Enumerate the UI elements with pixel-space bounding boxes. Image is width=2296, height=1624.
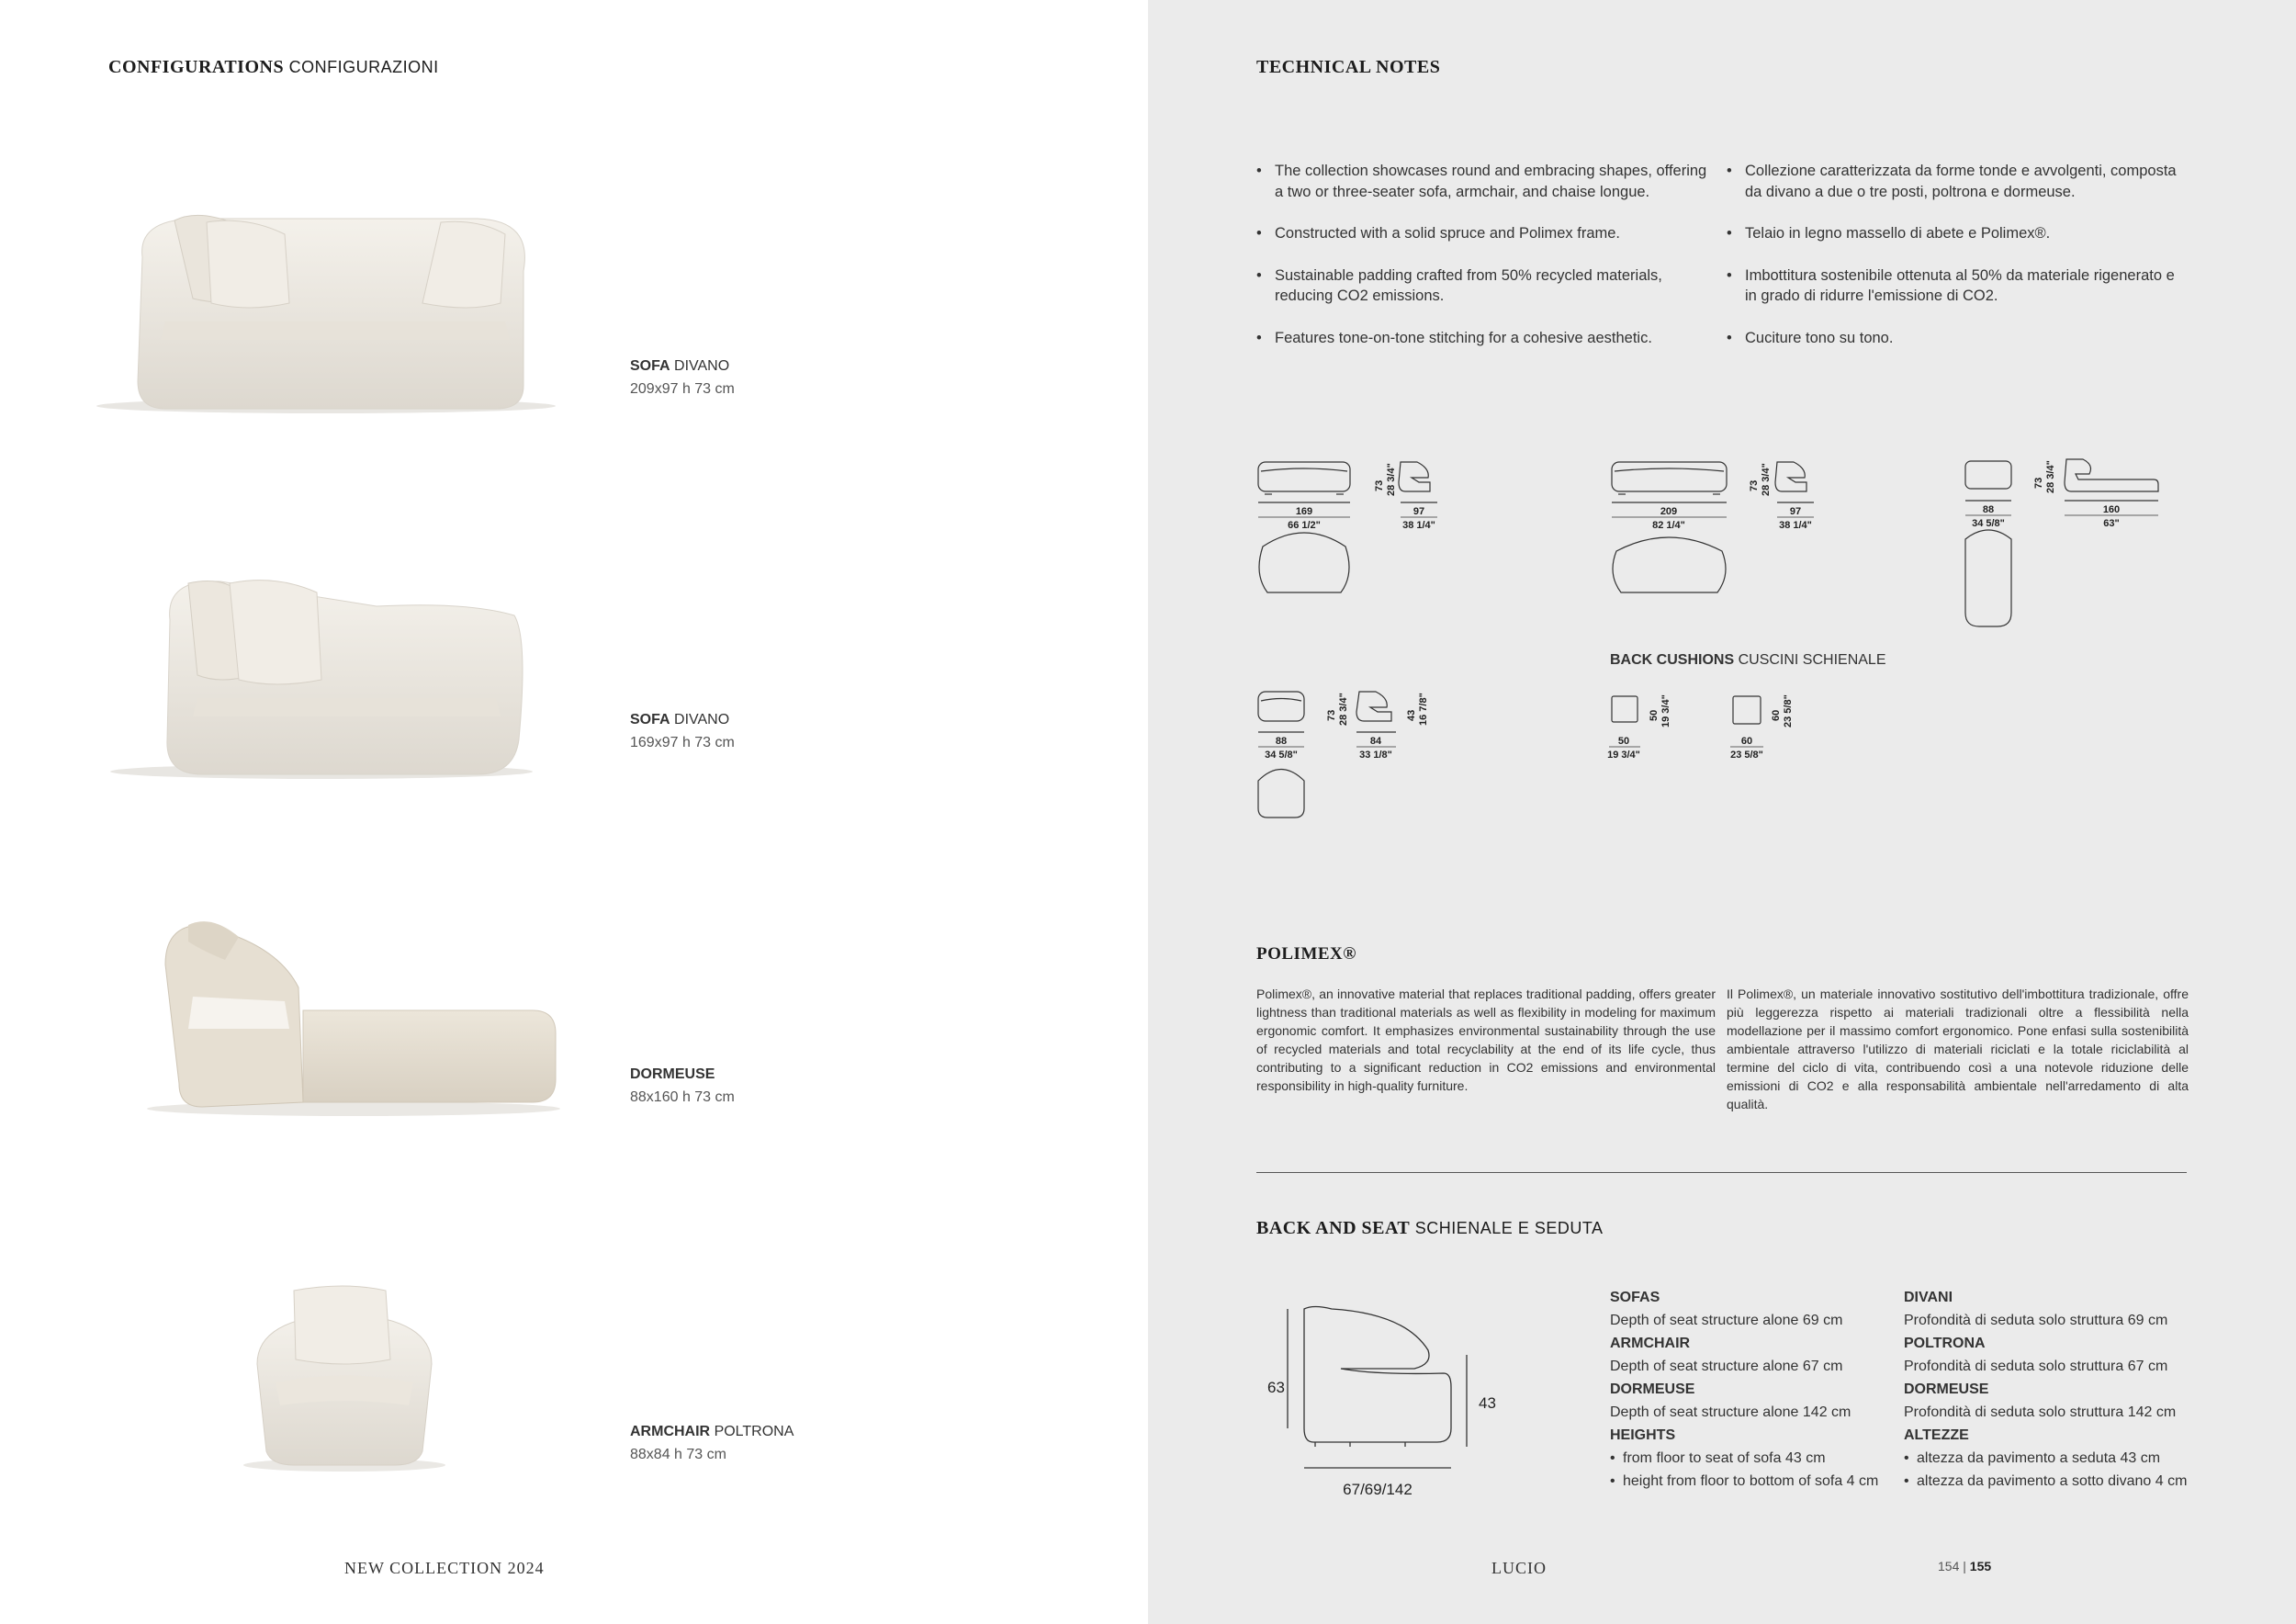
page-numbers: 154 | 155 [1938, 1559, 1992, 1573]
product-name-it: DIVANO [674, 358, 730, 374]
note-item: • The collection showcases round and embracing shapes, offering a two or three-seater sofa, armchair, and chaise longue. [1256, 161, 1716, 202]
sofa-209-image [92, 202, 569, 423]
spec-heading: DIVANI [1904, 1290, 1953, 1305]
note-item: • Telaio in legno massello di abete e Polimex®. [1727, 223, 2190, 244]
spec-heading: ALTEZZE [1904, 1427, 1969, 1443]
diagram-sofa-169 [1254, 455, 1474, 606]
note-item: • Collezione caratterizzata da forme tonde e avvolgenti, composta da divano a due o tre posti, poltrona e dormeuse. [1727, 161, 2190, 202]
diagram-armchair [1254, 684, 1474, 827]
polimex-text-it: Il Polimex®, un materiale innovativo sostitutivo dell'imbottitura tradizionale, offre più leggerezza rispetto ai materiali tradizionali oltre a flessibilità nella modellazione per il massimo comfort ergonomico. Pone enfasi sulla sostenibilità ambientale attraverso l'utilizzo di materiali riciclati e la totale riciclabilità al termine del ciclo di vita, contribuendo così a una notevole riduzione delle emissioni di CO2 e alla responsabilità ambientale nell'arredamento di alta qualità. [1727, 987, 2189, 1111]
dim-height: 50 [1649, 709, 1660, 721]
note-item: • Imbottitura sostenibile ottenuta al 50% da materiale rigenerato e in grado di ridurre l'emissione di CO2. [1727, 265, 2190, 307]
configurations-title-bold: CONFIGURATIONS [108, 57, 285, 77]
dim-width: 88 [1275, 736, 1288, 747]
spec-heading: DORMEUSE [1904, 1382, 1989, 1397]
product-name-it: DIVANO [674, 712, 730, 727]
product-name: ARMCHAIR [630, 1424, 711, 1439]
back-seat-title [1256, 1218, 1604, 1239]
diagram-sofa-209 [1607, 455, 1846, 606]
sofa-169-image [101, 565, 542, 785]
divider [1256, 1172, 2187, 1173]
dim-width: 169 [1295, 506, 1313, 517]
dim-height-in: 28 3/4" [1386, 463, 1397, 496]
back-seat-title-sub: SCHIENALE E SEDUTA [1414, 1219, 1604, 1237]
dim-width: 60 [1740, 736, 1753, 747]
configurations-title-sub: CONFIGURAZIONI [288, 58, 439, 76]
product-label-armchair [630, 1420, 793, 1466]
product-dims: 169x97 h 73 cm [630, 735, 735, 750]
specs-english [1610, 1286, 1904, 1493]
armchair-image [239, 1281, 450, 1483]
spec-heading: ARMCHAIR [1610, 1336, 1691, 1351]
dim-depth: 160 [2102, 504, 2121, 515]
page-number-right: 155 [1969, 1559, 1992, 1573]
dim-depth-in: 33 1/8" [1359, 750, 1392, 761]
dim-height-in: 19 3/4" [1660, 694, 1671, 727]
technical-notes-title-text: TECHNICAL NOTES [1256, 57, 1441, 77]
note-item: • Features tone-on-tone stitching for a cohesive aesthetic. [1256, 328, 1716, 349]
back-cushions-title [1610, 652, 1886, 669]
product-name: DORMEUSE [630, 1066, 715, 1082]
product-name: SOFA [630, 358, 670, 374]
spec-bullet: • from floor to seat of sofa 43 cm [1610, 1447, 1904, 1470]
dim-seat: 43 [1406, 709, 1417, 721]
spec-bullet: • altezza da pavimento a sotto divano 4 cm [1904, 1470, 2207, 1493]
dim-depth: 97 [1789, 506, 1802, 517]
dim-width: 88 [1982, 504, 1995, 515]
dim-width-in: 34 5/8" [1972, 518, 2005, 529]
spec-value: Depth of seat structure alone 142 cm [1610, 1404, 1851, 1420]
note-item: • Sustainable padding crafted from 50% recycled materials, reducing CO2 emissions. [1256, 265, 1716, 307]
dim-height-in: 23 5/8" [1783, 694, 1794, 727]
back-cushions-title-sub: CUSCINI SCHIENALE [1738, 652, 1886, 668]
spec-value: Depth of seat structure alone 69 cm [1610, 1313, 1843, 1328]
section-diagram [1249, 1300, 1525, 1506]
dim-depth-in: 38 1/4" [1402, 520, 1435, 531]
dim-width-in: 34 5/8" [1265, 750, 1298, 761]
polimex-text-en: Polimex®, an innovative material that replaces traditional padding, offers greater lightness than traditional materials as well as flexibility in modeling for maximum ergonomic comfort. It emphasizes environmental sustainability through the use of recycled materials and total recyclability at the end of its life cycle, thus contributing to a significant reduction in CO2 emissions and environmental responsibility in high-quality furniture. [1256, 987, 1716, 1093]
spec-heading: HEIGHTS [1610, 1427, 1676, 1443]
dim-depth: 97 [1412, 506, 1425, 517]
dim-depth: 67/69/142 [1343, 1481, 1412, 1498]
notes-italian [1727, 161, 2190, 369]
dim-height: 73 [1749, 479, 1760, 491]
dormeuse-image [138, 914, 569, 1125]
notes-english [1256, 161, 1716, 369]
dim-height: 60 [1771, 709, 1782, 721]
spec-heading: SOFAS [1610, 1290, 1660, 1305]
dim-depth-in: 63" [2103, 518, 2120, 529]
diagram-cushion-50 [1607, 694, 1681, 772]
dim-width: 50 [1617, 736, 1630, 747]
dim-width: 209 [1660, 506, 1678, 517]
product-dims: 88x160 h 73 cm [630, 1089, 735, 1105]
note-item: • Cuciture tono su tono. [1727, 328, 2190, 349]
product-name: SOFA [630, 712, 670, 727]
dim-back-height: 63 [1267, 1379, 1285, 1396]
spec-bullet: • height from floor to bottom of sofa 4 cm [1610, 1470, 1904, 1493]
dim-height-in: 28 3/4" [2045, 460, 2056, 493]
note-item: • Constructed with a solid spruce and Polimex frame. [1256, 223, 1716, 244]
polimex-title: POLIMEX® [1256, 944, 1356, 964]
back-cushions-title-bold: BACK CUSHIONS [1610, 652, 1735, 668]
product-label-dormeuse [630, 1063, 735, 1109]
dim-height: 73 [1326, 709, 1337, 721]
collection-footer: NEW COLLECTION 2024 [344, 1559, 545, 1577]
diagram-dormeuse [1961, 452, 2190, 640]
product-dims: 88x84 h 73 cm [630, 1447, 726, 1462]
spec-value: Depth of seat structure alone 67 cm [1610, 1359, 1843, 1374]
dim-width-in: 66 1/2" [1288, 520, 1321, 531]
dim-width-in: 23 5/8" [1730, 750, 1763, 761]
dim-seat-in: 16 7/8" [1418, 693, 1429, 726]
dim-height-in: 28 3/4" [1338, 693, 1349, 726]
technical-notes-title [1256, 57, 1440, 78]
dim-width-in: 19 3/4" [1607, 750, 1640, 761]
specs-italian [1904, 1286, 2207, 1493]
configurations-title [108, 57, 439, 78]
spec-value: Profondità di seduta solo struttura 67 cm [1904, 1359, 2168, 1374]
dim-depth-in: 38 1/4" [1779, 520, 1812, 531]
product-label-sofa-209 [630, 355, 735, 400]
page-number-left: 154 [1938, 1559, 1960, 1573]
dim-height: 73 [2033, 477, 2044, 489]
spec-value: Profondità di seduta solo struttura 142 cm [1904, 1404, 2177, 1420]
right-page [1148, 0, 2296, 1624]
spec-value: Profondità di seduta solo struttura 69 cm [1904, 1313, 2168, 1328]
collection-name-footer: LUCIO [1491, 1559, 1547, 1577]
dim-width-in: 82 1/4" [1652, 520, 1685, 531]
product-name-it: POLTRONA [714, 1424, 794, 1439]
diagram-cushion-60 [1728, 694, 1802, 772]
back-seat-title-bold: BACK AND SEAT [1256, 1218, 1411, 1238]
spec-bullet: • altezza da pavimento a seduta 43 cm [1904, 1447, 2207, 1470]
spec-heading: DORMEUSE [1610, 1382, 1695, 1397]
spec-heading: POLTRONA [1904, 1336, 1986, 1351]
dim-height-in: 28 3/4" [1761, 463, 1772, 496]
dim-depth: 84 [1369, 736, 1382, 747]
product-label-sofa-169 [630, 708, 735, 754]
product-dims: 209x97 h 73 cm [630, 381, 735, 397]
dim-height: 73 [1374, 479, 1385, 491]
dim-seat-height: 43 [1479, 1394, 1496, 1412]
